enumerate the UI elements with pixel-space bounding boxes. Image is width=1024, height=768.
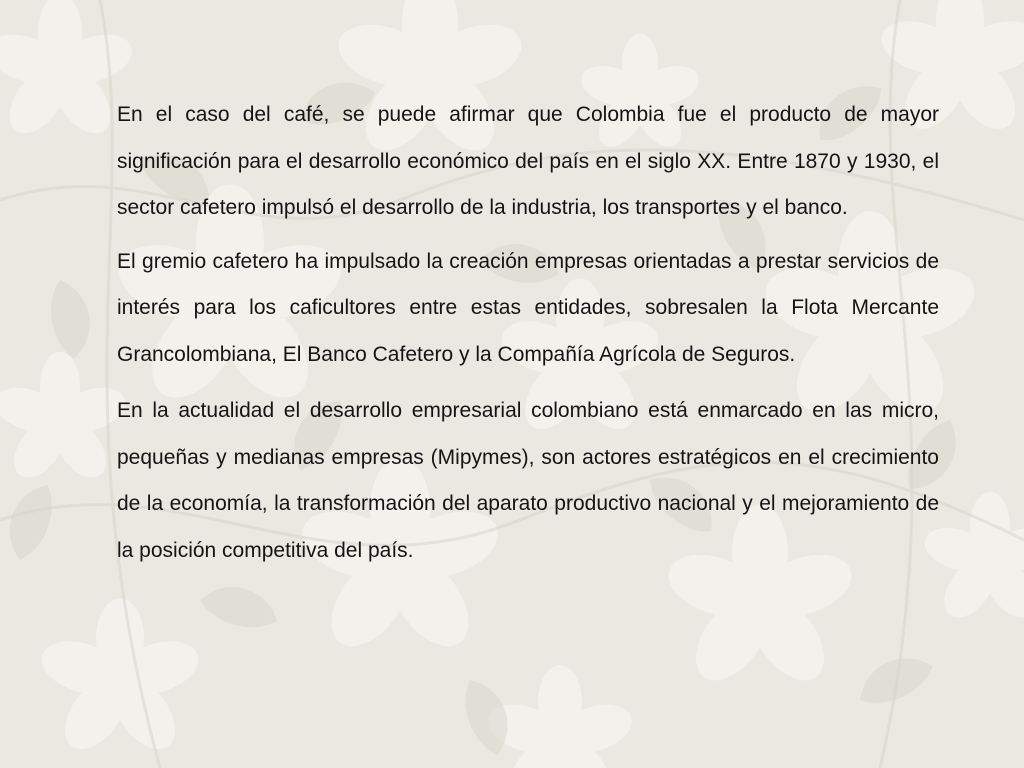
paragraph-cafe-history: En el caso del café, se puede afirmar que Colombia fue el producto de mayor significación para el desarrollo económico del país en el siglo XX. Entre 1870 y 1930, el sector cafetero impulsó el desarrollo de la industria, los transportes y el banco. xyxy=(117,103,939,219)
paragraph-gremio-cafetero: El gremio cafetero ha impulsado la creación empresas orientadas a prestar servicios de interés para los caficultores entre estas entidades, sobresalen la Flota Mercante Grancolombiana, El Banco Cafetero y la Compañía Agrícola de Seguros. xyxy=(117,249,939,366)
paragraph-mipymes: En la actualidad el desarrollo empresarial colombiano está enmarcado en las micro, pequeñas y medianas empresas (Mipymes), son actores estratégicos en el crecimiento de la economía, la transformación del aparato productivo nacional y el mejoramiento de la posición competitiva del país. xyxy=(117,399,939,562)
slide-body-text xyxy=(117,92,939,581)
